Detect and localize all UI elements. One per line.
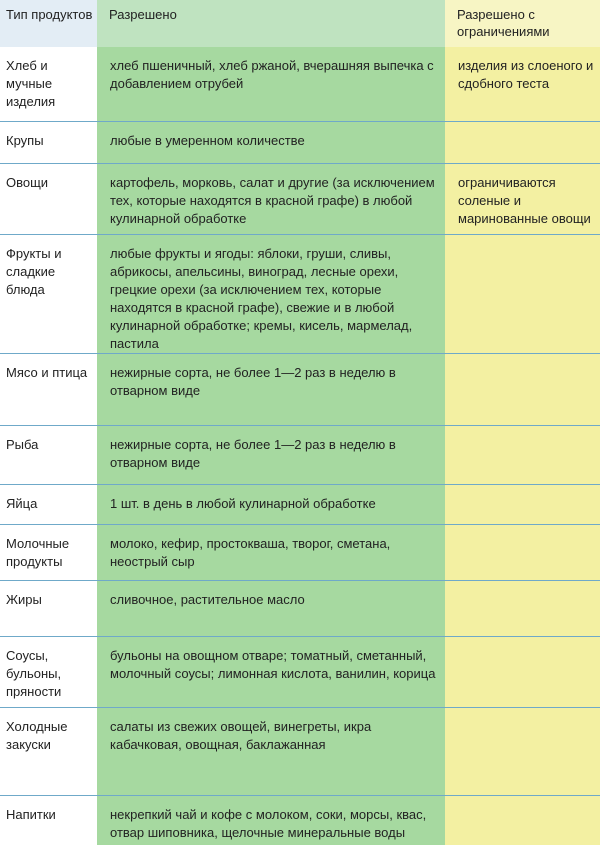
table-row: [0, 122, 600, 164]
table-row: [0, 637, 600, 708]
row-limited: [445, 485, 600, 495]
table-row: [0, 235, 600, 354]
row-limited: [445, 637, 600, 647]
row-allowed: молоко, кефир, простокваша, творог, сметана, неострый сыр: [110, 536, 391, 569]
table-row: [0, 708, 600, 796]
row-allowed: картофель, морковь, салат и другие (за исключением тех, которые находятся в красной графе) в любой кулинарной обработке: [110, 175, 435, 226]
row-limited: [445, 796, 600, 806]
row-limited: [445, 581, 600, 591]
row-allowed: нежирные сорта, не более 1—2 раз в неделю в отварном виде: [110, 437, 396, 470]
row-allowed: любые в умеренном количестве: [110, 133, 305, 148]
table-row: [0, 796, 600, 845]
table-row: [0, 581, 600, 637]
row-type: Соусы, бульоны, пряности: [6, 648, 62, 699]
row-type: Рыба: [6, 437, 39, 452]
table-header: [0, 0, 600, 47]
row-allowed: некрепкий чай и кофе с молоком, соки, морсы, квас, отвар шиповника, щелочные минеральные воды: [110, 807, 427, 840]
header-type: Тип продуктов: [0, 0, 97, 47]
row-allowed: 1 шт. в день в любой кулинарной обработке: [110, 496, 376, 511]
row-type: Овощи: [6, 175, 49, 190]
row-type: Мясо и птица: [6, 365, 88, 380]
row-limited: ограничиваются соленые и маринованные овощи: [458, 175, 591, 226]
row-limited: изделия из слоеного и сдобного теста: [458, 58, 594, 91]
row-type: Фрукты и сладкие блюда: [6, 246, 62, 297]
row-allowed: любые фрукты и ягоды: яблоки, груши, сливы, абрикосы, апельсины, виноград, лесные орехи, грецкие орехи (за исключением тех, которые находятся в красной графе), свежие и в любой кулинарной обработке; кремы, кисель, мармелад, пастила: [110, 246, 413, 351]
row-allowed: хлеб пшеничный, хлеб ржаной, вчерашняя выпечка с добавлением отрубей: [110, 58, 434, 91]
table-row: [0, 525, 600, 581]
table-row: [0, 485, 600, 525]
row-type: Яйца: [6, 496, 38, 511]
header-limited: Разрешено с ограничениями: [445, 0, 600, 47]
row-limited: [445, 354, 600, 364]
row-allowed: сливочное, растительное масло: [110, 592, 305, 607]
row-type: Напитки: [6, 807, 56, 822]
table-row: [0, 426, 600, 485]
row-type: Молочные продукты: [6, 536, 70, 569]
row-type: Жиры: [6, 592, 42, 607]
row-limited: [445, 235, 600, 245]
row-limited: [445, 122, 600, 132]
row-limited: [445, 525, 600, 535]
header-allowed: Разрешено: [97, 0, 445, 47]
row-type: Холодные закуски: [6, 719, 68, 752]
row-type: Крупы: [6, 133, 44, 148]
row-limited: [445, 708, 600, 718]
table-row: [0, 354, 600, 426]
row-limited: [445, 426, 600, 436]
row-type: Хлеб и мучные изделия: [6, 58, 56, 109]
table-row: [0, 47, 600, 122]
row-allowed: бульоны на овощном отваре; томатный, сметанный, молочный соусы; лимонная кислота, ванилин, корица: [110, 648, 436, 681]
row-allowed: салаты из свежих овощей, винегреты, икра кабачковая, овощная, баклажанная: [110, 719, 372, 752]
table-row: [0, 164, 600, 235]
row-allowed: нежирные сорта, не более 1—2 раз в неделю в отварном виде: [110, 365, 396, 398]
